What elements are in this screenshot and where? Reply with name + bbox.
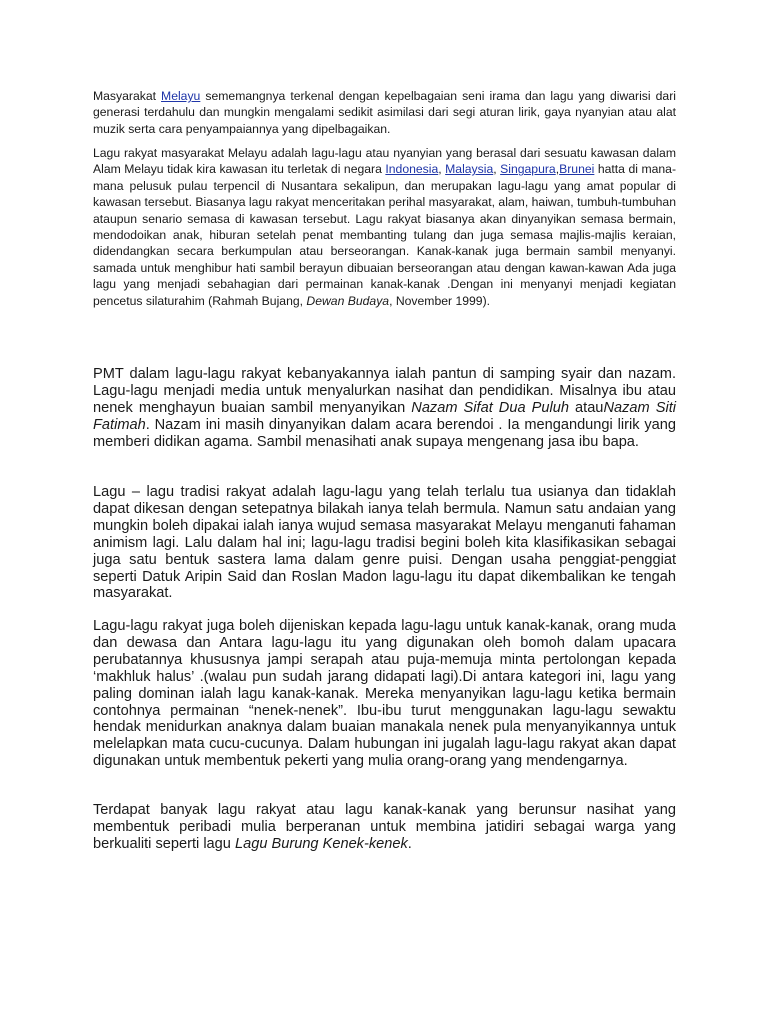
paragraph-text (93, 145, 676, 309)
paragraph-1 (93, 88, 676, 137)
text-run: sememangnya terkenal dengan kepelbagaian seni irama dan lagu yang diwarisi dari generasi terdahulu dan mungkin mengalami sedikit asimilasi dari segi aturan lirik, gaya nyanyian atau alat muzik serta cara penyampaiannya yang dipelbagaikan. (93, 89, 676, 136)
text-run: , (555, 162, 560, 177)
italic-title: Dewan Budaya (306, 293, 390, 308)
text-run: . (407, 835, 412, 852)
link-singapura[interactable]: Singapura (500, 162, 556, 177)
text-run: , November 1999). (389, 293, 491, 308)
paragraph-text (93, 802, 676, 853)
link-indonesia[interactable]: Indonesia (385, 162, 439, 177)
text-run: . Nazam ini masih dinyanyikan dalam acara berendoi . Ia mengandungi lirik yang memberi didikan agama. Sambil menasihati anak supaya mengenang jasa ibu bapa. (93, 416, 676, 450)
text-run: Lagu-lagu rakyat juga boleh dijeniskan kepada lagu-lagu untuk kanak-kanak, orang muda dan dewasa dan Antara lagu-lagu itu yang digunakan oleh bomoh dalam upacara perubatannya khususnya jampi serapah atau puja-memuja minta pertolongan kepada ‘makhluk halus’ .(walau pun sudah jarang didapati lagi).Di antara kategori ini, lagu yang paling dominan ialah lagu kanak-kanak. Mereka menyanyikan lagu-lagu ketika bermain contohnya permainan “nenek-nenek”. Ibu-ibu turut menggunakan lagu-lagu sewaktu hendak menidurkan anaknya dalam buaian manakala nenek pula menyanyikannya untuk melelapkan mata cucu-cucunya. Dalam hubungan ini jugalah lagu-lagu rakyat akan dapat digunakan untuk membentuk pekerti yang mulia orang-orang yang mendengarnya. (93, 618, 676, 770)
paragraph-6 (93, 802, 676, 853)
link-malaysia[interactable]: Malaysia (445, 162, 494, 177)
paragraph-text (93, 618, 676, 770)
italic-title: Nazam Sifat Dua Puluh (411, 399, 569, 416)
text-run: Masyarakat (93, 89, 162, 103)
text-run: PMT dalam lagu-lagu rakyat kebanyakannya ialah pantun di samping syair dan nazam. Lagu-lagu menjadi media untuk menyalurkan nasihat dan pendidikan. Misalnya ibu atau nenek menghayun buaian sambil menyanyikan (93, 366, 676, 416)
link-melayu[interactable]: Melayu (161, 89, 201, 103)
paragraph-5 (93, 618, 676, 770)
paragraph-2 (93, 145, 676, 309)
text-run: atau (568, 399, 604, 416)
text-run: , (438, 162, 446, 177)
text-run: , (493, 162, 501, 177)
paragraph-3 (93, 366, 676, 451)
link-brunei[interactable]: Brunei (559, 162, 595, 177)
paragraph-text (93, 366, 676, 451)
paragraph-text (93, 484, 676, 602)
text-run: Lagu – lagu tradisi rakyat adalah lagu-lagu yang telah terlalu tua usianya dan tidaklah dapat dikesan dengan setepatnya bilakah ianya telah bermula. Namun satu andaian yang mungkin boleh dipakai ialah ianya wujud semasa masyarakat Melayu menganuti fahaman animism lagi. Lalu dalam hal ini; lagu-lagu tradisi begini boleh kita klasifikasikan sebagai juga satu bentuk sastera lama dalam genre puisi. Dengan usaha penggiat-penggiat seperti Datuk Aripin Said dan Roslan Madon lagu-lagu itu dapat dikembalikan ke tengah masyarakat. (93, 484, 676, 602)
italic-title: Lagu Burung Kenek-kenek (234, 835, 408, 852)
paragraph-4 (93, 484, 676, 602)
italic-title: Nazam Siti Fatimah (93, 399, 676, 433)
text-run: Terdapat banyak lagu rakyat atau lagu kanak-kanak yang berunsur nasihat yang membentuk peribadi mulia berperanan untuk membina jatidiri sebagai warga yang berkualiti seperti lagu (93, 802, 676, 852)
paragraph-text (93, 88, 676, 137)
text-run: hatta di mana-mana pelusuk pulau terpencil di Nusantara sekalipun, dan merupakan lagu-lagu yang amat popular di kawasan tersebut. Biasanya lagu rakyat menceritakan perihal masyarakat, alam, haiwan, tumbuh-tumbuhan ataupun senario semasa di kawasan tersebut. Lagu rakyat biasanya akan dinyanyikan semasa bermain, mendodoikan anak, hiburan setelah penat membanting tulang dan juga semasa majlis-majlis keraian, didendangkan secara berkumpulan atau berseorangan. Kanak-kanak juga bermain sambil menyanyi. samada untuk menghibur hati sambil berayun dibuaian berseorangan atau dengan kawan-kawan Ada juga lagu yang menjadi sebahagian dari permainan kanak-kanak .Dengan ini menyanyi menjadi kegiatan pencetus silaturahim (Rahmah Bujang, (93, 162, 677, 308)
text-run: Lagu rakyat masyarakat Melayu adalah lagu-lagu atau nyanyian yang berasal dari sesuatu kawasan dalam Alam Melayu tidak kira kawasan itu terletak di negara (93, 146, 676, 177)
